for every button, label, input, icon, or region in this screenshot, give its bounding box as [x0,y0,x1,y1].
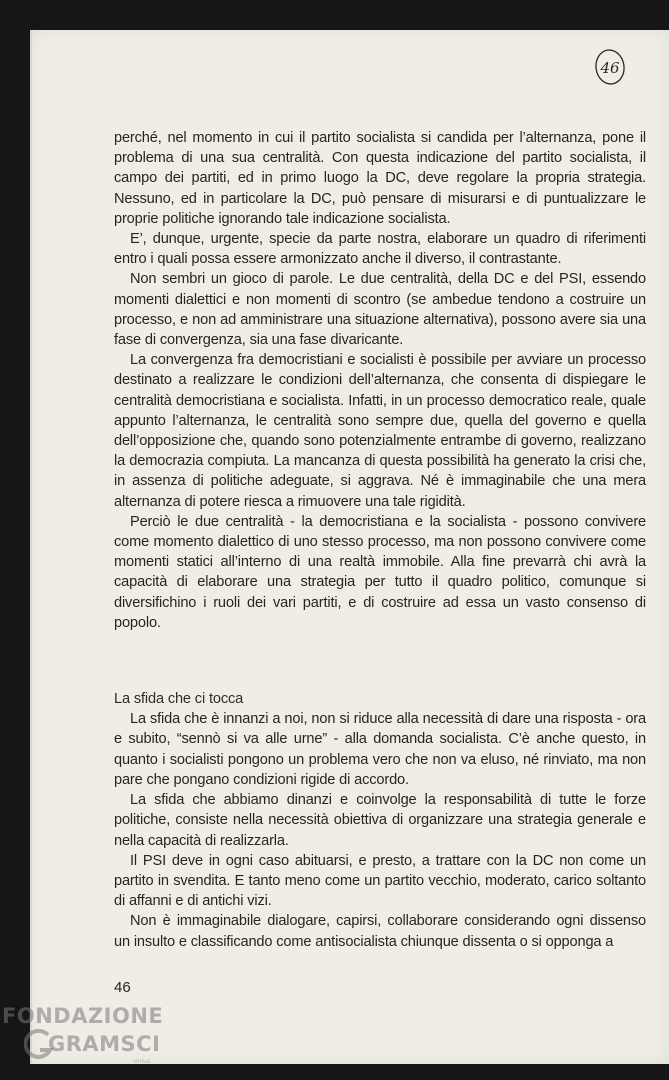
section-paragraph-2: La sfida che abbiamo dinanzi e coinvolge la responsabilità di tutte le forze politiche, consiste nella necessità obiettiva di organizzare una strategia generale e nella capacità di realizzarla. [114,792,646,849]
paragraph-2: E’, dunque, urgente, specie da parte nostra, elaborare un quadro di riferimenti entro i quali possa essere armonizzato anche il diverso, il contrastante. [114,231,646,268]
paragraph-5: Perciò le due centralità - la democristiana e la socialista - possono convivere come momento dialettico di uno stesso processo, ma non possono convivere come momenti statici all’interno di una realtà immobile. Alla fine prevarrà chi avrà la capacità di elaborare una strategia per tutto il quadro politico, comunque si diversifichino i ruoli dei vari partiti, e di costruire ad essa un vasto consenso di popolo. [114,513,646,631]
section-paragraph-1: La sfida che è innanzi a noi, non si riduce alla necessità di dare una risposta - ora e subito, “sennò si va alle urne” - alla domanda socialista. C’è anche questo, in quanto i socialisti pongono un problema vero che non va eluso, né rinviato, ma non pare che pongano condizioni rigide di accordo. [114,711,646,788]
page-number: 46 [114,979,131,996]
fondazione-gramsci-watermark [2,1004,172,1080]
paragraph-1: perché, nel momento in cui il partito socialista si candida per l’alternanza, pone il problema di una sua centralità. Con questa indicazione del partito socialista, il campo dei partiti, ed in primo luogo la DC, deve regolare la propria strategia. Nessuno, ed in particolare la DC, può pensare di misurarsi e di puntualizzare le proprie politiche ignorando tale indicazione socialista. [114,130,646,227]
page-edge [30,30,32,1064]
section-heading: La sfida che ci tocca [114,691,244,708]
watermark-line1: FONDAZIONE [2,1004,164,1028]
handwritten-number-text: 46 [600,59,620,77]
watermark-line2: GRAMSCI [48,1032,161,1056]
watermark-small: onlus [134,1058,151,1065]
paragraph-4: La convergenza fra democristiani e socialisti è possibile per avviare un processo destinato a realizzare le condizioni dell’alternanza, che consenta di dispiegare le centralità democristiana e socialista. Infatti, in un processo democratico reale, quale appunto l’alternanza, le centralità sono sempre due, quella del governo e quella dell’opposizione che, quando sono potenzialmente entrambe di governo, realizzano la democrazia compiuta. La mancanza di questa possibilità ha generato la crisi che, in assenza di politiche adeguate, si aggrava. Né è immaginabile che una mera alternanza di potere riesca a rimuovere una tale rigidità. [114,352,646,510]
section-paragraph-4: Non è immaginabile dialogare, capirsi, collaborare considerando ogni dissenso un insulto e classificando come antisocialista chiunque dissenta o si opponga a [114,913,646,950]
body-text [114,128,646,952]
section-paragraph-3: Il PSI deve in ogni caso abituarsi, e presto, a trattare con la DC non come un partito in svendita. E tanto meno come un partito vecchio, moderato, carico soltanto di affanni e di antichi vizi. [114,852,646,910]
paragraph-3: Non sembri un gioco di parole. Le due centralità, della DC e del PSI, essendo momenti dialettici e non momenti di scontro (se ambedue tendono a costruire un processo, e non ad amministrare una situazione alternativa), possono avere sia una fase di convergenza, sia una fase divaricante. [114,271,646,349]
handwritten-page-number [593,48,627,86]
